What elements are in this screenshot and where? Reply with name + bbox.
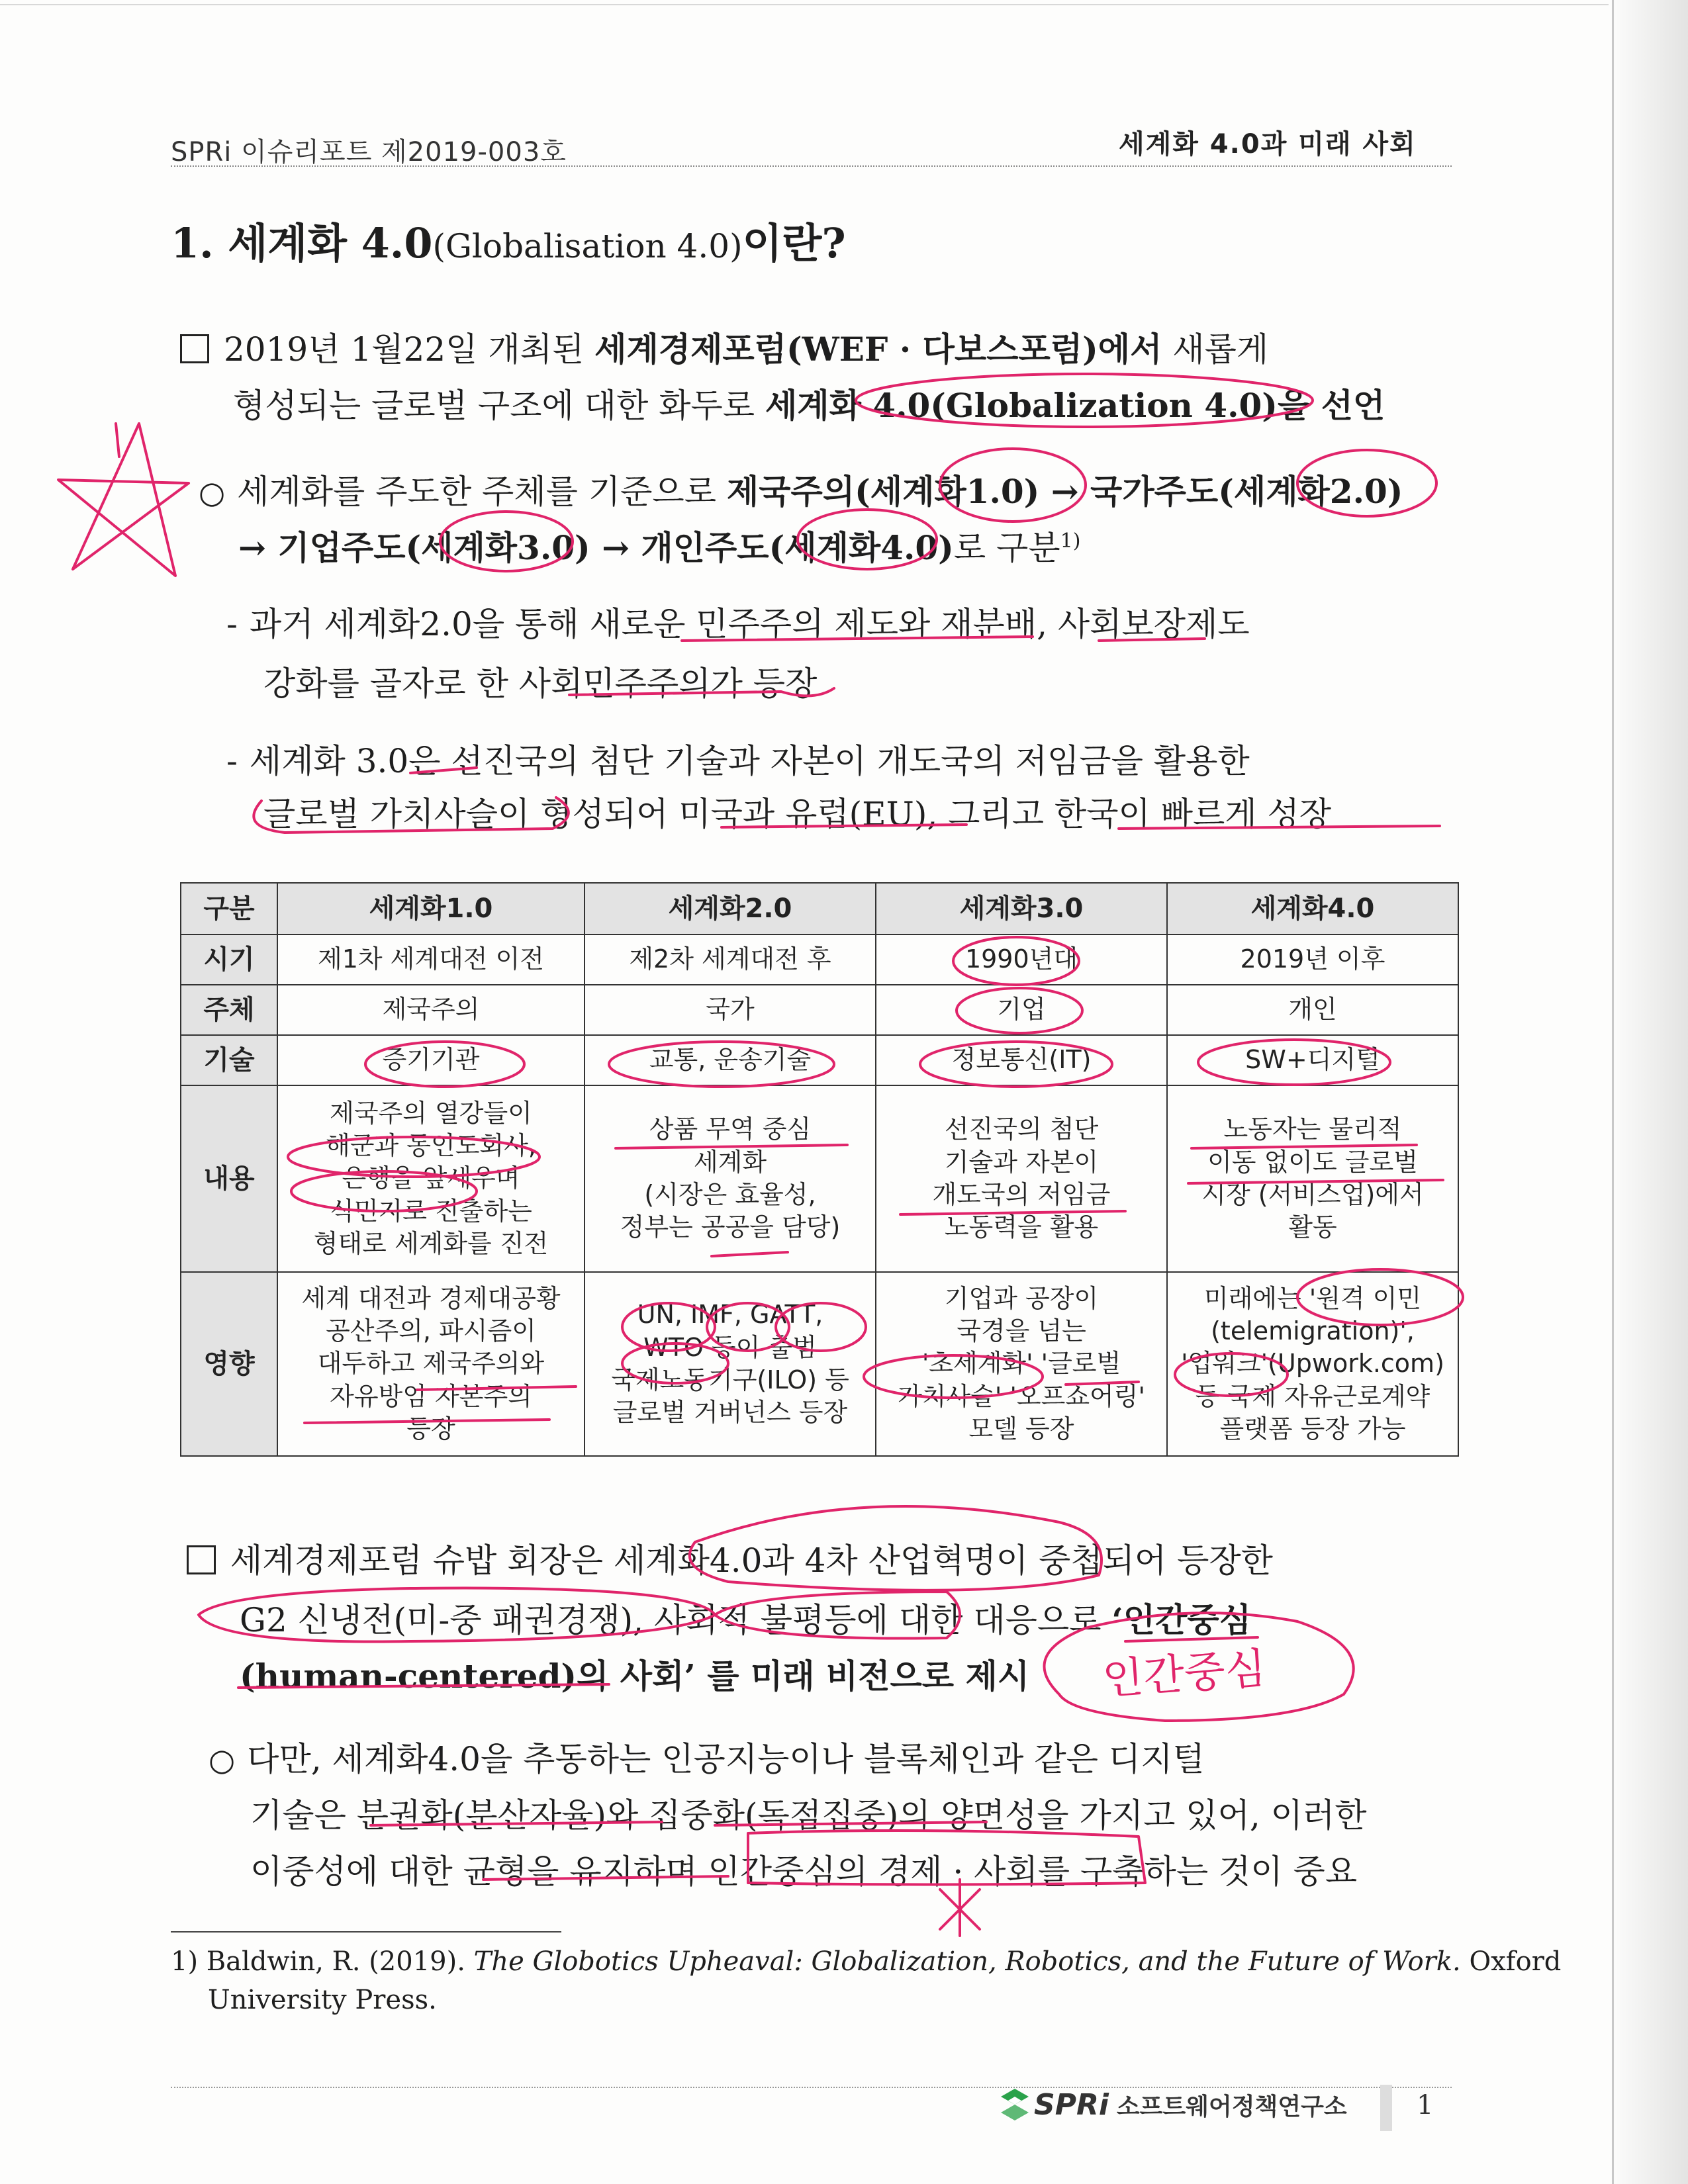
cell-line: 등 국제 자유근로계약: [1195, 1381, 1430, 1411]
cell-line: '업워크'(Upwork.com): [1181, 1349, 1444, 1379]
footnote-line-1: [171, 1942, 1561, 1981]
cell-line: 노동자는 물리적: [1223, 1115, 1402, 1144]
ink-stroke: [116, 424, 119, 457]
text-span: Baldwin, R. (2019).: [206, 1946, 474, 1977]
footnote-ref: 1): [1060, 529, 1081, 553]
row-label: 기술: [181, 1035, 277, 1085]
header-rule: [171, 165, 1452, 167]
text-span-bold: 세계경제포럼(WEF · 다보스포럼)에서: [594, 330, 1162, 369]
row-label: 시기: [181, 934, 277, 985]
dash-bullet-icon: -: [226, 605, 238, 643]
dash-1-line-1: [226, 598, 1250, 645]
table-cell: [876, 1272, 1167, 1456]
cell-line: 자유방임 자본주의: [330, 1381, 532, 1411]
table-header-cell: 세계화3.0: [876, 883, 1167, 934]
cell-line: 모델 등장: [968, 1414, 1074, 1444]
cell-line: 정부는 공공을 담당): [620, 1212, 841, 1242]
spri-logo-icon: [1000, 2087, 1030, 2122]
cell-line: 공산주의, 파시즘이: [326, 1316, 536, 1345]
table-cell: [1167, 1272, 1458, 1456]
cell-line: 기업과 공장이: [944, 1283, 1099, 1313]
text-span-bold: → 기업주도(세계화3.0) → 개인주도(세계화4.0): [238, 528, 954, 567]
table-row-period: [181, 934, 1458, 985]
bullet-2-line-2: 기술은 분권화(분산자율)와 집중화(독점집중)의 양면성을 가지고 있어, 이러한: [250, 1796, 1367, 1835]
table-cell: 기업: [876, 985, 1167, 1035]
section-title: [171, 210, 846, 269]
table-cell: 증기기관: [277, 1035, 585, 1085]
text-span-bold: (human-centered)의 사회’: [240, 1657, 696, 1696]
scan-page-edge: [1612, 0, 1614, 2184]
cell-line: (시장은 효율성,: [644, 1180, 816, 1209]
cell-line: 은행을 앞세우며: [342, 1163, 520, 1193]
circle-bullet-icon: ○: [209, 1742, 236, 1778]
cell-line: 세계화: [693, 1147, 767, 1177]
bullet-1-line-2: [238, 522, 1080, 569]
text-span: 형성되는 글로벌 구조에 대한 화두로: [233, 387, 765, 425]
text-span: 새롭게: [1162, 330, 1269, 369]
cell-line: UN, IMF, GATT,: [637, 1300, 823, 1330]
table-header-cell: 세계화1.0: [277, 883, 585, 934]
text-span-bold: ‘인간중심: [1111, 1600, 1252, 1639]
row-label: 영향: [181, 1272, 277, 1456]
paragraph-2-line-1: [187, 1534, 1273, 1582]
cell-line: 세계 대전과 경제대공황: [301, 1283, 561, 1313]
cell-line: 국경을 넘는: [957, 1316, 1086, 1345]
table-header-row: [181, 883, 1458, 934]
dash-1-line-2: 강화를 골자로 한 사회민주주의가 등장: [263, 664, 818, 703]
cell-line: 형태로 세계화를 진전: [313, 1229, 549, 1259]
table-cell: 제1차 세계대전 이전: [277, 934, 585, 985]
footer-bar: [1380, 2085, 1392, 2131]
footnote-book-title: The Globotics Upheaval: Globalization, Robotics, and the Future of Work.: [473, 1946, 1461, 1977]
circle-bullet-icon: ○: [199, 475, 226, 510]
table-cell: 1990년대: [876, 934, 1167, 985]
cell-line: 가치사슬' '오프쇼어링': [898, 1381, 1145, 1411]
table-cell: 제국주의: [277, 985, 585, 1035]
page-number: 1: [1417, 2090, 1434, 2120]
dash-bullet-icon: -: [226, 742, 238, 780]
cell-line: 상품 무역 중심: [649, 1115, 812, 1144]
table-cell: [585, 1085, 876, 1272]
table-cell: 교통, 운송기술: [585, 1035, 876, 1085]
cell-line: 해군과 동인도회사,: [326, 1130, 536, 1160]
table-cell: [1167, 1085, 1458, 1272]
paragraph-1-line-1: [180, 323, 1268, 371]
section-number: 1.: [171, 219, 214, 267]
paragraph-2-line-3: [240, 1650, 1029, 1698]
cell-line: 식민지로 진출하는: [330, 1196, 532, 1226]
cell-line: 기술과 자본이: [944, 1147, 1099, 1177]
table-header-cell: 세계화2.0: [585, 883, 876, 934]
text-span: 2019년 1월22일 개최된: [224, 330, 595, 369]
top-rule: [0, 4, 1609, 5]
bullet-1-line-1: [199, 465, 1403, 513]
table-cell: [585, 1272, 876, 1456]
report-topic: 세계화 4.0과 미래 사회: [1119, 129, 1417, 159]
text-span: 과거 세계화2.0을 통해 새로운 민주주의 제도와 재분배, 사회보장제도: [249, 605, 1250, 643]
cell-line: 대두하고 제국주의와: [317, 1349, 545, 1379]
table-row-impact: [181, 1272, 1458, 1456]
table-cell: [277, 1272, 585, 1456]
table-header-cell: 구분: [181, 883, 277, 934]
cell-line: 이동 없이도 글로벌: [1207, 1147, 1418, 1177]
text-span: 로 구분: [953, 529, 1060, 567]
section-title-suffix: 이란?: [742, 219, 846, 267]
table-cell: 국가: [585, 985, 876, 1035]
row-label: 내용: [181, 1085, 277, 1272]
table-cell: 정보통신(IT): [876, 1035, 1167, 1085]
table-row-technology: [181, 1035, 1458, 1085]
cell-line: (telemigration)',: [1211, 1316, 1415, 1345]
row-label: 주체: [181, 985, 277, 1035]
text-span: 세계경제포럼 슈밥 회장은 세계화4.0과 4차 산업혁명이 중첩되어 등장한: [230, 1541, 1273, 1580]
text-span-bold: 제국주의(세계화1.0) → 국가주도(세계화2.0): [726, 472, 1403, 511]
cell-line: 시장 (서비스업)에서: [1201, 1180, 1424, 1209]
text-span-bold: 를 미래 비전으로 제시: [695, 1657, 1030, 1696]
dash-2-line-1: [226, 735, 1250, 782]
table-cell: [876, 1085, 1167, 1272]
cell-line: 선진국의 첨단: [944, 1115, 1099, 1144]
report-series: SPRi 이슈리포트 제2019-003호: [171, 137, 567, 167]
checkbox-bullet-icon: [180, 334, 209, 363]
footnote-number: 1): [171, 1946, 199, 1977]
section-title-paren: (Globalisation 4.0): [432, 227, 743, 265]
footnote-rule: [171, 1931, 561, 1933]
cell-line: '초세계화' '글로벌: [921, 1349, 1121, 1379]
footnote: [171, 1942, 1561, 2019]
table-cell: 제2차 세계대전 후: [585, 934, 876, 985]
table-cell: SW+디지털: [1167, 1035, 1458, 1085]
text-span-bold: 세계화 4.0(Globalization 4.0)을 선언: [765, 386, 1385, 425]
text-span: Oxford: [1460, 1946, 1562, 1977]
text-span: 세계화 3.0은 선진국의 첨단 기술과 자본이 개도국의 저임금을 활용한: [249, 742, 1250, 780]
table-row-content: [181, 1085, 1458, 1272]
handwritten-margin-note: 인간중심: [1101, 1644, 1268, 1705]
bullet-2-line-3: 이중성에 대한 균형을 유지하며 인간중심의 경제 · 사회를 구축하는 것이 중요: [250, 1852, 1358, 1891]
footer-logo: [1000, 2078, 1347, 2131]
cell-line: 미래에는 '원격 이민: [1203, 1283, 1422, 1313]
text-span: 다만, 세계화4.0을 추동하는 인공지능이나 블록체인과 같은 디지털: [247, 1740, 1205, 1778]
star-doodle-icon: [58, 424, 189, 576]
globalization-comparison-table: [180, 882, 1459, 1457]
bullet-2-line-1: [209, 1733, 1205, 1780]
logo-text: SPRi: [1034, 2087, 1109, 2122]
section-title-main: 세계화 4.0: [228, 219, 433, 267]
checkbox-bullet-icon: [187, 1545, 216, 1574]
table-row-actor: [181, 985, 1458, 1035]
cell-line: 개도국의 저임금: [932, 1180, 1111, 1209]
org-name: 소프트웨어정책연구소: [1116, 2093, 1347, 2120]
table-header-cell: 세계화4.0: [1167, 883, 1458, 934]
dash-2-line-2: 글로벌 가치사슬이 형성되어 미국과 유럽(EU), 그리고 한국이 빠르게 성장: [263, 795, 1332, 833]
scan-shadow: [1609, 0, 1688, 2184]
table-cell: 2019년 이후: [1167, 934, 1458, 985]
paragraph-1-line-2: [233, 379, 1385, 427]
cell-line: 제국주의 열강들이: [330, 1098, 532, 1128]
cell-line: 노동력을 활용: [944, 1212, 1099, 1242]
footnote-line-2: University Press.: [208, 1985, 437, 2015]
cell-line: 글로벌 거버넌스 등장: [612, 1398, 848, 1428]
table-cell: 개인: [1167, 985, 1458, 1035]
paragraph-2-line-2: [240, 1594, 1251, 1641]
cell-line: 플랫폼 등장 가능: [1219, 1414, 1406, 1444]
cell-line: 활동: [1288, 1212, 1337, 1242]
text-span: 세계화를 주도한 주체를 기준으로: [237, 473, 727, 511]
cell-line: WTO 등이 출범: [643, 1332, 817, 1362]
text-span: G2 신냉전(미-중 패권경쟁), 사회적 불평등에 대한 대응으로: [240, 1601, 1112, 1639]
table-cell: [277, 1085, 585, 1272]
cell-line: 국제노동기구(ILO) 등: [611, 1365, 849, 1394]
cell-line: 등장: [406, 1414, 455, 1444]
